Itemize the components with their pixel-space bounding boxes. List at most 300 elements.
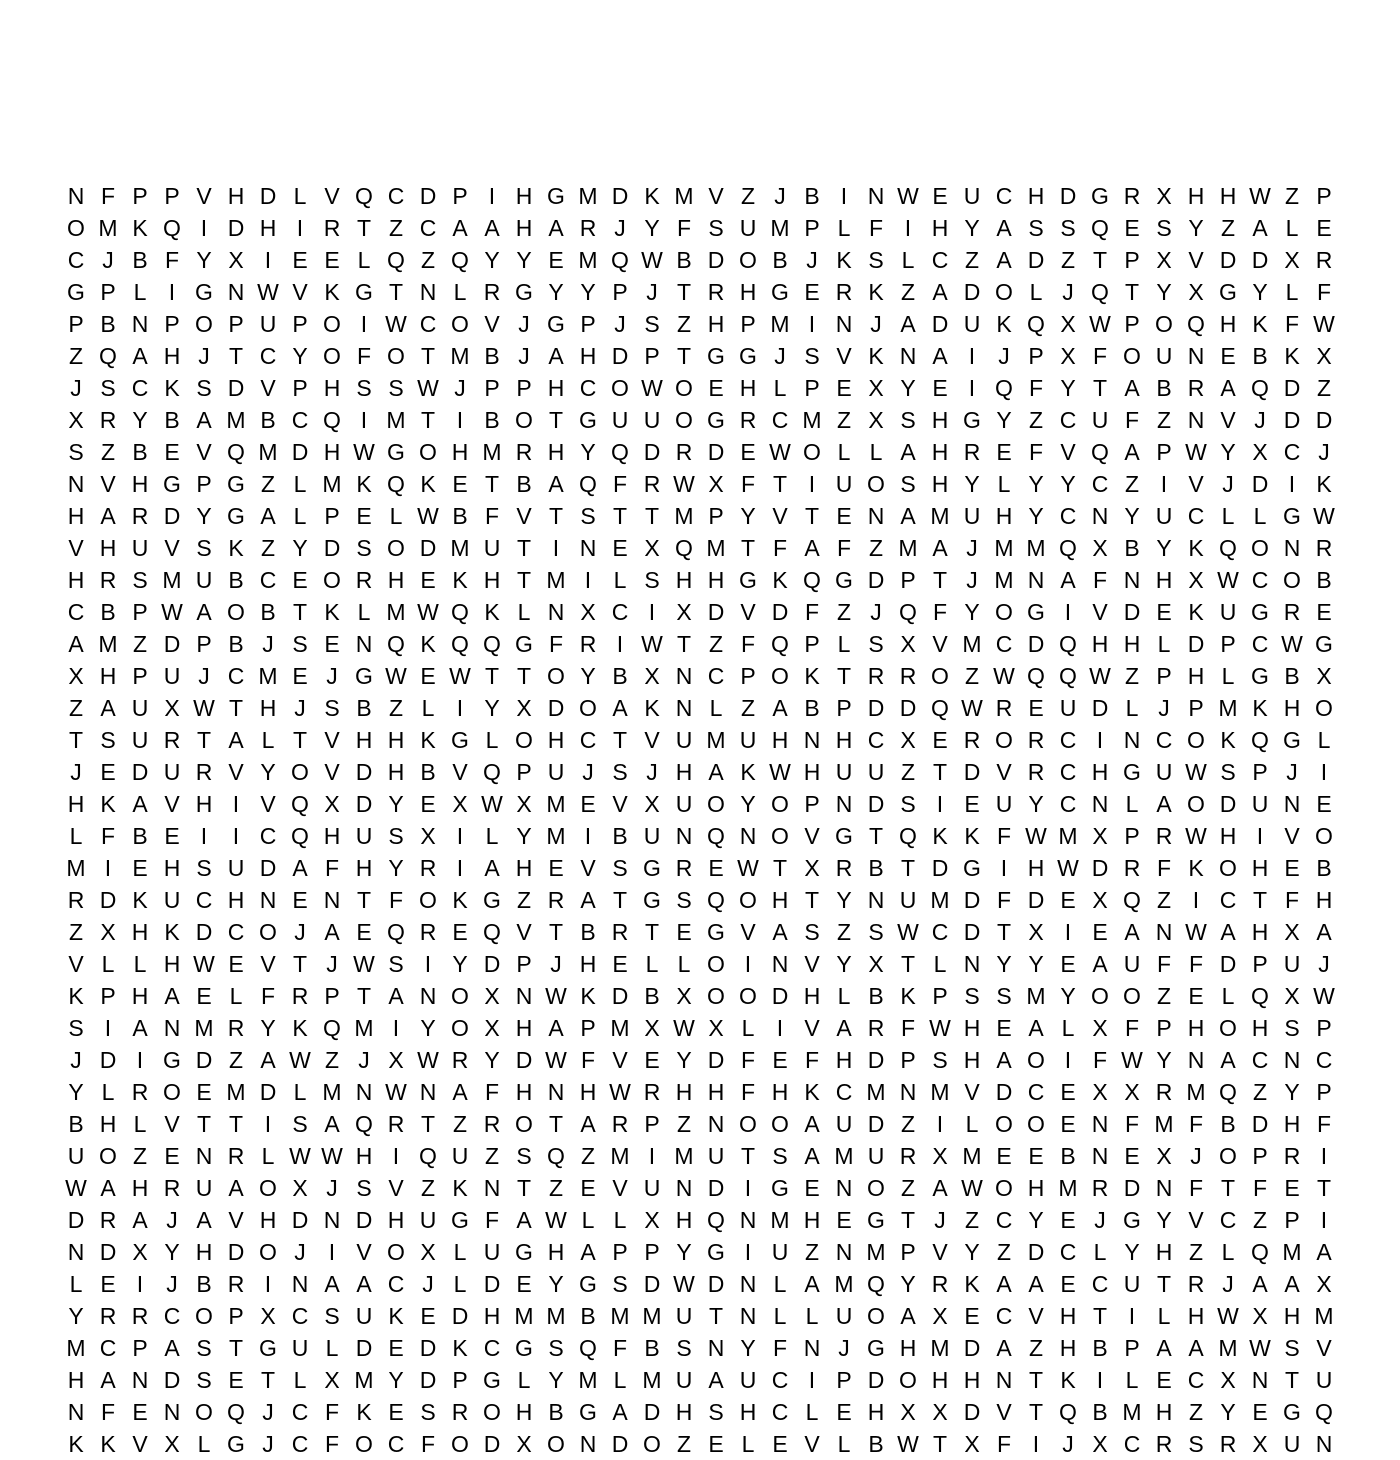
letter-cell[interactable]: E <box>996 1143 1012 1169</box>
letter-cell[interactable]: A <box>100 1367 116 1393</box>
letter-cell[interactable]: D <box>355 1335 373 1361</box>
letter-cell[interactable]: L <box>645 951 659 977</box>
letter-cell[interactable]: O <box>995 599 1013 625</box>
letter-cell[interactable]: G <box>771 1175 789 1201</box>
letter-cell[interactable]: K <box>68 983 84 1009</box>
letter-cell[interactable]: L <box>261 1143 275 1169</box>
letter-cell[interactable]: H <box>355 855 373 881</box>
letter-cell[interactable]: V <box>68 535 84 561</box>
letter-cell[interactable]: L <box>613 1367 627 1393</box>
letter-cell[interactable]: A <box>1124 375 1140 401</box>
letter-cell[interactable]: O <box>995 1175 1013 1201</box>
letter-cell[interactable]: J <box>774 183 786 209</box>
letter-cell[interactable]: L <box>965 1111 979 1137</box>
letter-cell[interactable]: S <box>68 439 84 465</box>
letter-cell[interactable]: P <box>580 1015 596 1041</box>
letter-cell[interactable]: N <box>1155 1175 1173 1201</box>
letter-cell[interactable]: K <box>484 599 500 625</box>
letter-cell[interactable]: A <box>1028 1271 1044 1297</box>
letter-cell[interactable]: E <box>708 1431 724 1457</box>
letter-cell[interactable]: D <box>963 919 981 945</box>
letter-cell[interactable]: G <box>771 279 789 305</box>
letter-cell[interactable]: D <box>867 1367 885 1393</box>
letter-cell[interactable]: L <box>1285 215 1299 241</box>
letter-cell[interactable]: E <box>708 855 724 881</box>
letter-cell[interactable]: U <box>963 311 981 337</box>
letter-cell[interactable]: I <box>744 1239 752 1265</box>
letter-cell[interactable]: F <box>1028 375 1044 401</box>
letter-cell[interactable]: U <box>355 823 373 849</box>
letter-cell[interactable]: U <box>1283 1431 1301 1457</box>
letter-cell[interactable]: W <box>193 695 215 721</box>
letter-cell[interactable]: E <box>420 567 436 593</box>
letter-cell[interactable]: H <box>547 727 565 753</box>
letter-cell[interactable]: M <box>834 1143 854 1169</box>
letter-cell[interactable]: T <box>708 1303 724 1329</box>
letter-cell[interactable]: N <box>835 1175 853 1201</box>
letter-cell[interactable]: H <box>195 1239 213 1265</box>
letter-cell[interactable]: Y <box>1220 439 1236 465</box>
letter-cell[interactable]: X <box>964 1431 980 1457</box>
letter-cell[interactable]: O <box>867 1303 885 1329</box>
letter-cell[interactable]: H <box>1059 1335 1077 1361</box>
letter-cell[interactable]: M <box>674 503 694 529</box>
letter-cell[interactable]: M <box>962 631 982 657</box>
letter-cell[interactable]: S <box>868 631 884 657</box>
letter-cell[interactable]: X <box>1316 663 1332 689</box>
letter-cell[interactable]: L <box>101 951 115 977</box>
letter-cell[interactable]: H <box>227 887 245 913</box>
letter-cell[interactable]: N <box>1027 567 1045 593</box>
letter-cell[interactable]: A <box>68 631 84 657</box>
letter-cell[interactable]: J <box>1254 407 1266 433</box>
letter-cell[interactable]: H <box>515 1015 533 1041</box>
letter-cell[interactable]: L <box>197 1431 211 1457</box>
letter-cell[interactable]: V <box>996 759 1012 785</box>
letter-cell[interactable]: H <box>483 1303 501 1329</box>
letter-cell[interactable]: O <box>931 663 949 689</box>
letter-cell[interactable]: K <box>1220 727 1236 753</box>
letter-cell[interactable]: P <box>1028 343 1044 369</box>
letter-cell[interactable]: A <box>708 759 724 785</box>
letter-cell[interactable]: S <box>356 1175 372 1201</box>
letter-cell[interactable]: R <box>451 1047 469 1073</box>
letter-cell[interactable]: I <box>136 1047 144 1073</box>
letter-cell[interactable]: C <box>67 599 85 625</box>
letter-cell[interactable]: G <box>835 567 853 593</box>
letter-cell[interactable]: R <box>867 1015 885 1041</box>
letter-cell[interactable]: J <box>838 1335 850 1361</box>
letter-cell[interactable]: U <box>675 1367 693 1393</box>
letter-cell[interactable]: W <box>417 375 439 401</box>
letter-cell[interactable]: I <box>200 215 208 241</box>
letter-cell[interactable]: G <box>515 1335 533 1361</box>
letter-cell[interactable]: S <box>932 1047 948 1073</box>
letter-cell[interactable]: H <box>515 215 533 241</box>
letter-cell[interactable]: F <box>868 215 884 241</box>
letter-cell[interactable]: A <box>100 1175 116 1201</box>
letter-cell[interactable]: I <box>488 183 496 209</box>
letter-cell[interactable]: T <box>804 887 820 913</box>
letter-cell[interactable]: B <box>260 407 276 433</box>
letter-cell[interactable]: H <box>451 439 469 465</box>
letter-cell[interactable]: T <box>356 887 372 913</box>
letter-cell[interactable]: N <box>131 1367 149 1393</box>
letter-cell[interactable]: Q <box>1187 311 1205 337</box>
letter-cell[interactable]: W <box>1185 759 1207 785</box>
letter-cell[interactable]: H <box>259 1207 277 1233</box>
letter-cell[interactable]: P <box>612 279 628 305</box>
letter-cell[interactable]: E <box>932 375 948 401</box>
letter-cell[interactable]: H <box>995 503 1013 529</box>
letter-cell[interactable]: Z <box>1028 1335 1044 1361</box>
letter-cell[interactable]: E <box>164 439 180 465</box>
letter-cell[interactable]: A <box>228 1175 244 1201</box>
letter-cell[interactable]: G <box>1315 631 1333 657</box>
letter-cell[interactable]: L <box>581 1207 595 1233</box>
letter-cell[interactable]: T <box>644 503 660 529</box>
letter-cell[interactable]: E <box>228 1367 244 1393</box>
letter-cell[interactable]: G <box>483 887 501 913</box>
letter-cell[interactable]: Z <box>452 1111 468 1137</box>
letter-cell[interactable]: Q <box>227 439 245 465</box>
letter-cell[interactable]: L <box>1221 983 1235 1009</box>
letter-cell[interactable]: N <box>579 535 597 561</box>
letter-cell[interactable]: C <box>1059 407 1077 433</box>
letter-cell[interactable]: Q <box>707 823 725 849</box>
letter-cell[interactable]: A <box>804 1111 820 1137</box>
letter-cell[interactable]: G <box>739 343 757 369</box>
letter-cell[interactable]: I <box>968 343 976 369</box>
letter-cell[interactable]: V <box>932 631 948 657</box>
letter-cell[interactable]: Y <box>580 439 596 465</box>
letter-cell[interactable]: X <box>644 1207 660 1233</box>
letter-cell[interactable]: O <box>995 1111 1013 1137</box>
letter-cell[interactable]: H <box>547 375 565 401</box>
letter-cell[interactable]: R <box>227 1143 245 1169</box>
letter-cell[interactable]: J <box>614 215 626 241</box>
letter-cell[interactable]: P <box>164 311 180 337</box>
letter-cell[interactable]: X <box>644 1015 660 1041</box>
letter-cell[interactable]: S <box>196 535 212 561</box>
letter-cell[interactable]: L <box>293 1079 307 1105</box>
letter-cell[interactable]: P <box>740 663 756 689</box>
letter-cell[interactable]: T <box>228 343 244 369</box>
letter-cell[interactable]: N <box>803 727 821 753</box>
letter-cell[interactable]: Y <box>260 759 276 785</box>
letter-cell[interactable]: E <box>452 919 468 945</box>
letter-cell[interactable]: D <box>995 1079 1013 1105</box>
letter-cell[interactable]: O <box>1219 1015 1237 1041</box>
letter-cell[interactable]: E <box>740 439 756 465</box>
letter-cell[interactable]: N <box>67 183 85 209</box>
letter-cell[interactable]: Z <box>388 215 404 241</box>
letter-cell[interactable]: D <box>867 695 885 721</box>
letter-cell[interactable]: W <box>545 1207 567 1233</box>
letter-cell[interactable]: V <box>164 791 180 817</box>
letter-cell[interactable]: K <box>228 535 244 561</box>
letter-cell[interactable]: D <box>195 1047 213 1073</box>
letter-cell[interactable]: T <box>388 279 404 305</box>
letter-cell[interactable]: E <box>1060 1111 1076 1137</box>
letter-cell[interactable]: T <box>548 919 564 945</box>
letter-cell[interactable]: V <box>740 599 756 625</box>
letter-cell[interactable]: W <box>417 503 439 529</box>
letter-cell[interactable]: B <box>228 631 244 657</box>
letter-cell[interactable]: L <box>1285 279 1299 305</box>
letter-cell[interactable]: T <box>932 1431 948 1457</box>
letter-cell[interactable]: G <box>643 887 661 913</box>
letter-cell[interactable]: A <box>932 535 948 561</box>
letter-cell[interactable]: C <box>579 375 597 401</box>
letter-cell[interactable]: R <box>867 663 885 689</box>
letter-cell[interactable]: S <box>100 375 116 401</box>
letter-cell[interactable]: Q <box>355 183 373 209</box>
letter-cell[interactable]: Q <box>387 919 405 945</box>
letter-cell[interactable]: D <box>67 1207 85 1233</box>
letter-cell[interactable]: T <box>196 727 212 753</box>
letter-cell[interactable]: R <box>1283 1143 1301 1169</box>
letter-cell[interactable]: U <box>1123 1271 1141 1297</box>
letter-cell[interactable]: N <box>515 983 533 1009</box>
letter-cell[interactable]: D <box>963 1335 981 1361</box>
letter-cell[interactable]: V <box>516 503 532 529</box>
letter-cell[interactable]: H <box>355 1143 373 1169</box>
letter-cell[interactable]: T <box>1284 1367 1300 1393</box>
letter-cell[interactable]: P <box>452 183 468 209</box>
letter-cell[interactable]: P <box>580 311 596 337</box>
letter-cell[interactable]: I <box>552 535 560 561</box>
letter-cell[interactable]: O <box>579 695 597 721</box>
letter-cell[interactable]: C <box>419 215 437 241</box>
letter-cell[interactable]: F <box>676 215 692 241</box>
letter-cell[interactable]: V <box>164 1111 180 1137</box>
letter-cell[interactable]: K <box>868 279 884 305</box>
letter-cell[interactable]: S <box>388 823 404 849</box>
letter-cell[interactable]: T <box>420 1111 436 1137</box>
letter-cell[interactable]: W <box>545 983 567 1009</box>
letter-cell[interactable]: P <box>900 1239 916 1265</box>
letter-cell[interactable]: Y <box>964 471 980 497</box>
letter-cell[interactable]: W <box>321 1143 343 1169</box>
letter-cell[interactable]: U <box>1155 759 1173 785</box>
letter-cell[interactable]: M <box>578 247 598 273</box>
letter-cell[interactable]: P <box>644 343 660 369</box>
letter-cell[interactable]: Q <box>163 215 181 241</box>
letter-cell[interactable]: B <box>612 823 628 849</box>
letter-cell[interactable]: C <box>867 727 885 753</box>
letter-cell[interactable]: L <box>613 567 627 593</box>
letter-cell[interactable]: H <box>1219 311 1237 337</box>
letter-cell[interactable]: O <box>611 375 629 401</box>
letter-cell[interactable]: U <box>131 535 149 561</box>
letter-cell[interactable]: V <box>708 183 724 209</box>
letter-cell[interactable]: M <box>706 727 726 753</box>
letter-cell[interactable]: G <box>1123 1207 1141 1233</box>
letter-cell[interactable]: P <box>100 279 116 305</box>
letter-cell[interactable]: E <box>1156 599 1172 625</box>
letter-cell[interactable]: Q <box>483 759 501 785</box>
letter-cell[interactable]: D <box>611 983 629 1009</box>
letter-cell[interactable]: W <box>1089 663 1111 689</box>
letter-cell[interactable]: A <box>292 855 308 881</box>
letter-cell[interactable]: L <box>517 599 531 625</box>
letter-cell[interactable]: G <box>515 279 533 305</box>
letter-cell[interactable]: Y <box>292 535 308 561</box>
letter-cell[interactable]: N <box>1091 1143 1109 1169</box>
letter-cell[interactable]: W <box>1025 823 1047 849</box>
letter-cell[interactable]: E <box>420 791 436 817</box>
letter-cell[interactable]: P <box>1124 823 1140 849</box>
letter-cell[interactable]: N <box>1251 1367 1269 1393</box>
letter-cell[interactable]: U <box>355 1303 373 1329</box>
letter-cell[interactable]: N <box>419 279 437 305</box>
letter-cell[interactable]: W <box>1249 183 1271 209</box>
letter-cell[interactable]: A <box>164 1335 180 1361</box>
letter-cell[interactable]: K <box>1060 1367 1076 1393</box>
letter-cell[interactable]: R <box>963 439 981 465</box>
letter-cell[interactable]: E <box>292 567 308 593</box>
letter-cell[interactable]: V <box>580 855 596 881</box>
letter-cell[interactable]: V <box>452 759 468 785</box>
letter-cell[interactable]: J <box>326 663 338 689</box>
letter-cell[interactable]: A <box>132 1015 148 1041</box>
letter-cell[interactable]: F <box>740 471 756 497</box>
letter-cell[interactable]: M <box>1154 1111 1174 1137</box>
letter-cell[interactable]: O <box>771 663 789 689</box>
letter-cell[interactable]: G <box>835 823 853 849</box>
letter-cell[interactable]: A <box>1188 1335 1204 1361</box>
letter-cell[interactable]: S <box>676 887 692 913</box>
letter-cell[interactable]: D <box>419 1367 437 1393</box>
letter-cell[interactable]: D <box>259 1079 277 1105</box>
letter-cell[interactable]: L <box>133 279 147 305</box>
letter-cell[interactable]: S <box>900 471 916 497</box>
letter-cell[interactable]: I <box>936 791 944 817</box>
letter-cell[interactable]: N <box>163 1015 181 1041</box>
letter-cell[interactable]: C <box>1091 471 1109 497</box>
letter-cell[interactable]: P <box>196 631 212 657</box>
letter-cell[interactable]: O <box>707 791 725 817</box>
letter-cell[interactable]: Q <box>931 695 949 721</box>
letter-cell[interactable]: B <box>1092 1335 1108 1361</box>
letter-cell[interactable]: O <box>1027 1047 1045 1073</box>
letter-cell[interactable]: L <box>773 1303 787 1329</box>
letter-cell[interactable]: Y <box>964 599 980 625</box>
letter-cell[interactable]: D <box>1187 631 1205 657</box>
letter-cell[interactable]: B <box>100 599 116 625</box>
letter-cell[interactable]: U <box>163 887 181 913</box>
letter-cell[interactable]: I <box>1064 919 1072 945</box>
letter-cell[interactable]: P <box>836 695 852 721</box>
letter-cell[interactable]: J <box>294 695 306 721</box>
letter-cell[interactable]: N <box>195 1143 213 1169</box>
letter-cell[interactable]: D <box>131 759 149 785</box>
letter-cell[interactable]: K <box>804 663 820 689</box>
letter-cell[interactable]: U <box>835 471 853 497</box>
letter-cell[interactable]: L <box>805 1399 819 1425</box>
letter-cell[interactable]: I <box>1032 1431 1040 1457</box>
letter-cell[interactable]: U <box>611 407 629 433</box>
letter-cell[interactable]: B <box>484 343 500 369</box>
letter-cell[interactable]: O <box>995 727 1013 753</box>
letter-cell[interactable]: K <box>772 567 788 593</box>
letter-cell[interactable]: R <box>1315 247 1333 273</box>
letter-cell[interactable]: C <box>995 1303 1013 1329</box>
letter-cell[interactable]: A <box>900 503 916 529</box>
letter-cell[interactable]: B <box>1060 1143 1076 1169</box>
letter-cell[interactable]: G <box>163 1047 181 1073</box>
letter-cell[interactable]: A <box>1220 375 1236 401</box>
letter-cell[interactable]: X <box>228 247 244 273</box>
letter-cell[interactable]: Y <box>1124 1239 1140 1265</box>
letter-cell[interactable]: U <box>643 823 661 849</box>
letter-cell[interactable]: D <box>163 1367 181 1393</box>
letter-cell[interactable]: S <box>196 1367 212 1393</box>
letter-cell[interactable]: O <box>867 1175 885 1201</box>
letter-cell[interactable]: H <box>195 791 213 817</box>
letter-cell[interactable]: O <box>739 983 757 1009</box>
letter-cell[interactable]: D <box>707 439 725 465</box>
letter-cell[interactable]: R <box>835 855 853 881</box>
letter-cell[interactable]: O <box>483 1399 501 1425</box>
letter-cell[interactable]: N <box>707 1111 725 1137</box>
letter-cell[interactable]: C <box>67 247 85 273</box>
letter-cell[interactable]: T <box>1156 1271 1172 1297</box>
letter-cell[interactable]: R <box>163 727 181 753</box>
letter-cell[interactable]: Z <box>836 407 852 433</box>
letter-cell[interactable]: H <box>771 727 789 753</box>
letter-cell[interactable]: B <box>1156 375 1172 401</box>
letter-cell[interactable]: R <box>387 1111 405 1137</box>
letter-cell[interactable]: P <box>1188 695 1204 721</box>
letter-cell[interactable]: C <box>611 599 629 625</box>
letter-cell[interactable]: T <box>804 503 820 529</box>
letter-cell[interactable]: U <box>1251 791 1269 817</box>
letter-cell[interactable]: H <box>675 1399 693 1425</box>
letter-cell[interactable]: Z <box>484 1143 500 1169</box>
letter-cell[interactable]: B <box>676 247 692 273</box>
letter-cell[interactable]: B <box>68 1111 84 1137</box>
letter-cell[interactable]: A <box>1156 1335 1172 1361</box>
letter-cell[interactable]: N <box>227 279 245 305</box>
letter-cell[interactable]: Q <box>547 1143 565 1169</box>
letter-cell[interactable]: T <box>644 919 660 945</box>
letter-cell[interactable]: H <box>547 439 565 465</box>
letter-cell[interactable]: F <box>1252 1175 1268 1201</box>
letter-cell[interactable]: Y <box>1188 215 1204 241</box>
letter-cell[interactable]: O <box>707 983 725 1009</box>
letter-cell[interactable]: G <box>1251 599 1269 625</box>
letter-cell[interactable]: O <box>867 471 885 497</box>
letter-cell[interactable]: B <box>132 247 148 273</box>
letter-cell[interactable]: S <box>868 247 884 273</box>
letter-cell[interactable]: D <box>1315 407 1333 433</box>
letter-cell[interactable]: M <box>962 1143 982 1169</box>
letter-cell[interactable]: W <box>609 1079 631 1105</box>
letter-cell[interactable]: J <box>454 375 466 401</box>
letter-cell[interactable]: D <box>1027 887 1045 913</box>
letter-cell[interactable]: H <box>515 1079 533 1105</box>
letter-cell[interactable]: A <box>900 1303 916 1329</box>
letter-cell[interactable]: H <box>931 471 949 497</box>
letter-cell[interactable]: Z <box>1252 1207 1268 1233</box>
letter-cell[interactable]: Q <box>483 919 501 945</box>
letter-cell[interactable]: W <box>1185 823 1207 849</box>
letter-cell[interactable]: D <box>1091 855 1109 881</box>
letter-cell[interactable]: L <box>741 1015 755 1041</box>
letter-cell[interactable]: R <box>1155 1431 1173 1457</box>
